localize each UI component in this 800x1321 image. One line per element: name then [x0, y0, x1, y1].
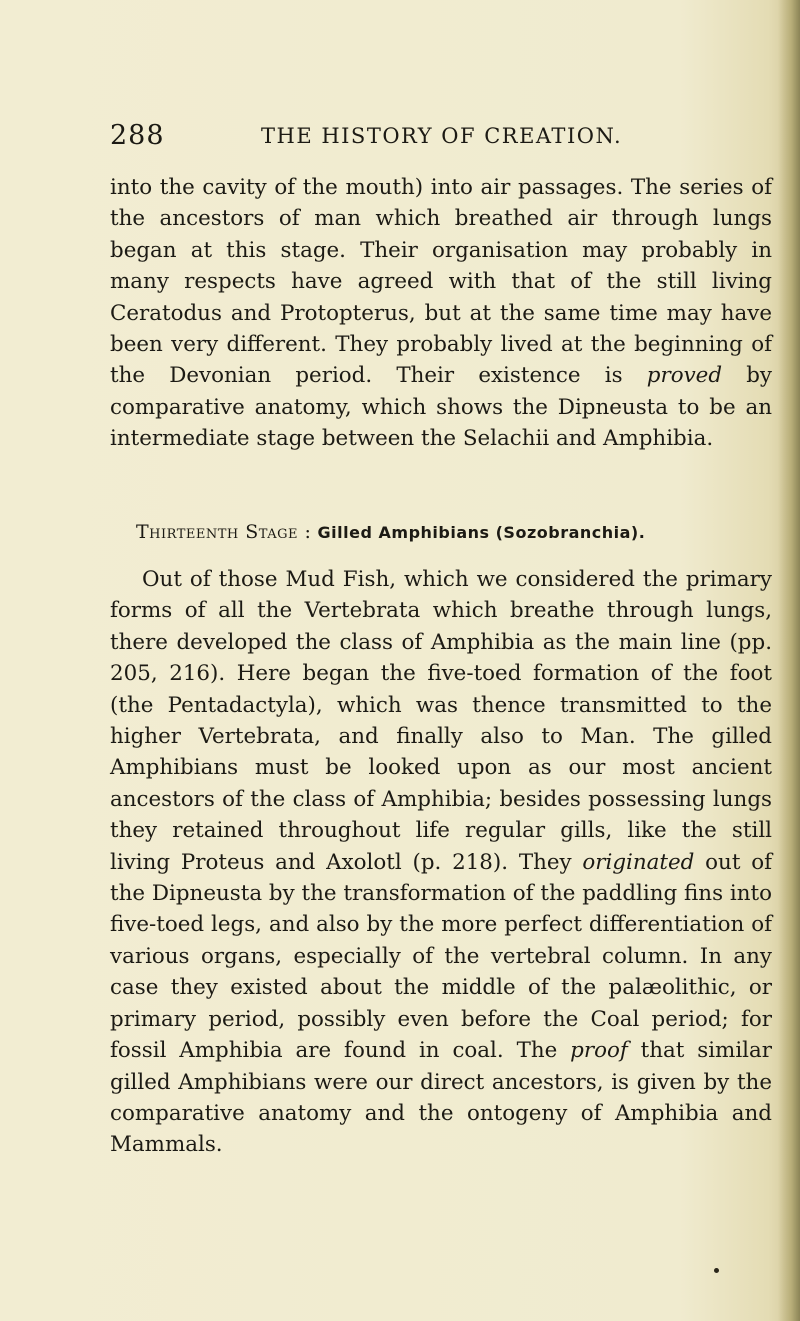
paragraph-2-text-a: Out of those Mud Fish, which we considered the primary forms of all the Vertebrata which breathe through lungs, there developed the class of Amphibia as the main line (pp. 205, 216). Here began the five-toed formation of the foot (the Pentadactyla), which was thence transmitted to the higher Vertebrata, and finally also to Man. The gilled Amphibians must be looked upon as our most ancient ancestors of the class of Amphibia; besides possessing lungs they retained throughout life regular gills, like the still living Proteus and Axolotl (p. 218). They	[110, 567, 772, 875]
ink-speck	[714, 1268, 719, 1273]
page-header	[110, 120, 770, 154]
paragraph-2-text-c: out of the Dipneusta by the transformation of the paddling fins into five-toed legs, and also by the more perfect differentiation of various organs, especially of the vertebral column. In any case they existed about the middle of the palæolithic, or primary period, possibly even before the Coal period; for fossil Amphibia are found in coal. The	[110, 849, 772, 1064]
running-head: THE HISTORY OF CREATION.	[261, 124, 623, 148]
paragraph-2	[110, 564, 772, 1161]
paragraph-1-text-c: by comparative anatomy, which shows the Dipneusta to be an intermediate stage between the Selachii and Amphibia.	[110, 363, 772, 452]
paragraph-2-text-e: that similar gilled Amphibians were our direct ancestors, is given by the comparative anatomy and the ontogeny of Amphibia and Mammals.	[110, 1038, 772, 1158]
page-number: 288	[110, 120, 165, 151]
paragraph-2-italic-originated: originated	[582, 849, 695, 875]
paragraph-1	[110, 172, 772, 455]
section-heading-title: Gilled Amphibians (Sozobranchia).	[317, 523, 646, 542]
paragraph-1-italic: proved	[646, 363, 723, 389]
section-heading-label: Thirteenth Stage :	[136, 521, 312, 543]
section-heading	[136, 521, 756, 543]
paragraph-2-italic-proof: proof	[570, 1038, 628, 1064]
paragraph-1-text-a: into the cavity of the mouth) into air passages. The series of the ancestors of man which breathed air through lungs began at this stage. Their organisation may probably in many respects have agreed with that of the still living Ceratodus and Protopterus, but at the same time may have been very different. They probably lived at the beginning of the Devonian period. Their existence is	[110, 175, 772, 389]
page-edge-shadow	[778, 0, 800, 1321]
